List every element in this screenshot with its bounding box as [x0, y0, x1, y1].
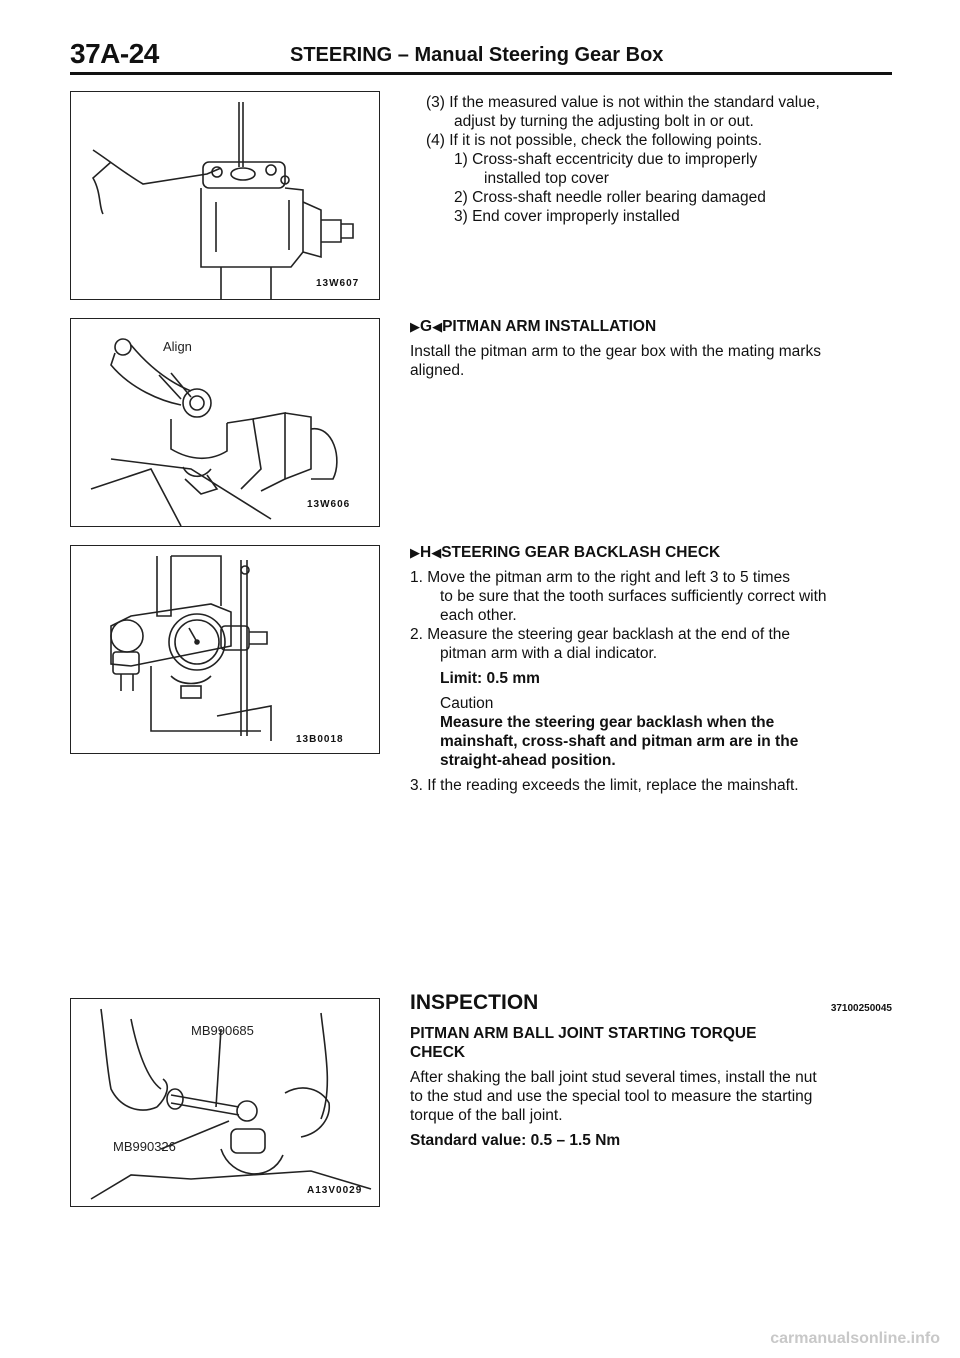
section-heading-h [410, 543, 892, 562]
adjustment-steps [426, 93, 892, 226]
step-1-line-3: each other. [440, 607, 517, 624]
header-rule [70, 72, 892, 75]
step-3-line-1: (3) If the measured value is not within the standard value, [426, 94, 820, 111]
step-3-line-2: adjust by turning the adjusting bolt in or out. [454, 113, 754, 130]
heading-text: PITMAN ARM INSTALLATION [442, 318, 657, 335]
caution-label: Caution [440, 695, 494, 712]
inspection-line-3: torque of the ball joint. [410, 1107, 563, 1124]
section-code: 37100250045 [830, 1003, 892, 1014]
check-point-1-line-1: 1) Cross-shaft eccentricity due to improperly [454, 151, 758, 168]
inspection-line-2: to the stud and use the special tool to measure the starting [410, 1088, 813, 1105]
caution-line-1: Measure the steering gear backlash when the [440, 714, 775, 731]
dial-indicator-illustration [71, 546, 379, 753]
figure-code: 13W607 [316, 278, 360, 289]
check-point-3: 3) End cover improperly installed [454, 208, 680, 225]
marker-letter: G [420, 318, 433, 335]
marker-right-icon: ◀ [432, 319, 443, 334]
marker-left-icon: ▶ [410, 545, 420, 560]
figure-dial-indicator [70, 545, 380, 754]
figure-pitman-arm-align [70, 318, 380, 527]
subheading-line-2: CHECK [410, 1044, 466, 1061]
standard-value: Standard value: 0.5 – 1.5 Nm [410, 1132, 621, 1149]
marker-right-icon: ◀ [431, 545, 442, 560]
figure-code: 13B0018 [296, 734, 344, 745]
step-1-line-1: 1. Move the pitman arm to the right and left 3 to 5 times [410, 569, 790, 586]
check-point-2: 2) Cross-shaft needle roller bearing damaged [454, 189, 766, 206]
marker-letter: H [420, 544, 432, 561]
inspection-section [410, 993, 892, 1150]
step-2-line-1: 2. Measure the steering gear backlash at the end of the [410, 626, 790, 643]
page-code: 37A-24 [70, 38, 159, 69]
marker-left-icon: ▶ [410, 319, 420, 334]
figure-code: 13W606 [307, 499, 351, 510]
caution-line-3: straight-ahead position. [440, 752, 616, 769]
tool-label-mb990326: MB990326 [113, 1139, 176, 1154]
page-title: STEERING – Manual Steering Gear Box [290, 44, 664, 66]
figure-adjusting-bolt [70, 91, 380, 300]
align-label: Align [163, 339, 192, 354]
gear-box-illustration-2 [71, 319, 379, 526]
limit-value: Limit: 0.5 mm [440, 670, 540, 687]
tool-label-mb990685: MB990685 [191, 1023, 254, 1038]
step-1-line-2: to be sure that the tooth surfaces sufficiently correct with [440, 588, 827, 605]
step-2-line-2: pitman arm with a dial indicator. [440, 645, 658, 662]
inspection-line-1: After shaking the ball joint stud several times, install the nut [410, 1069, 817, 1086]
backlash-check [410, 543, 892, 795]
check-point-1-line-2: installed top cover [484, 170, 609, 187]
subheading-line-1: PITMAN ARM BALL JOINT STARTING TORQUE [410, 1025, 757, 1042]
inspection-heading: INSPECTION [410, 991, 539, 1014]
gear-box-illustration-1 [71, 92, 379, 299]
figure-code: A13V0029 [307, 1185, 363, 1196]
step-3: 3. If the reading exceeds the limit, replace the mainshaft. [410, 777, 799, 794]
section-heading-g [410, 317, 892, 336]
pitman-arm-installation [410, 317, 892, 380]
figure-torque-check [70, 998, 380, 1207]
heading-text: STEERING GEAR BACKLASH CHECK [441, 544, 721, 561]
step-4: (4) If it is not possible, check the following points. [426, 132, 762, 149]
install-line-2: aligned. [410, 362, 465, 379]
watermark: carmanualsonline.info [770, 1330, 940, 1347]
install-line-1: Install the pitman arm to the gear box with the mating marks [410, 343, 821, 360]
caution-line-2: mainshaft, cross-shaft and pitman arm are in the [440, 733, 799, 750]
